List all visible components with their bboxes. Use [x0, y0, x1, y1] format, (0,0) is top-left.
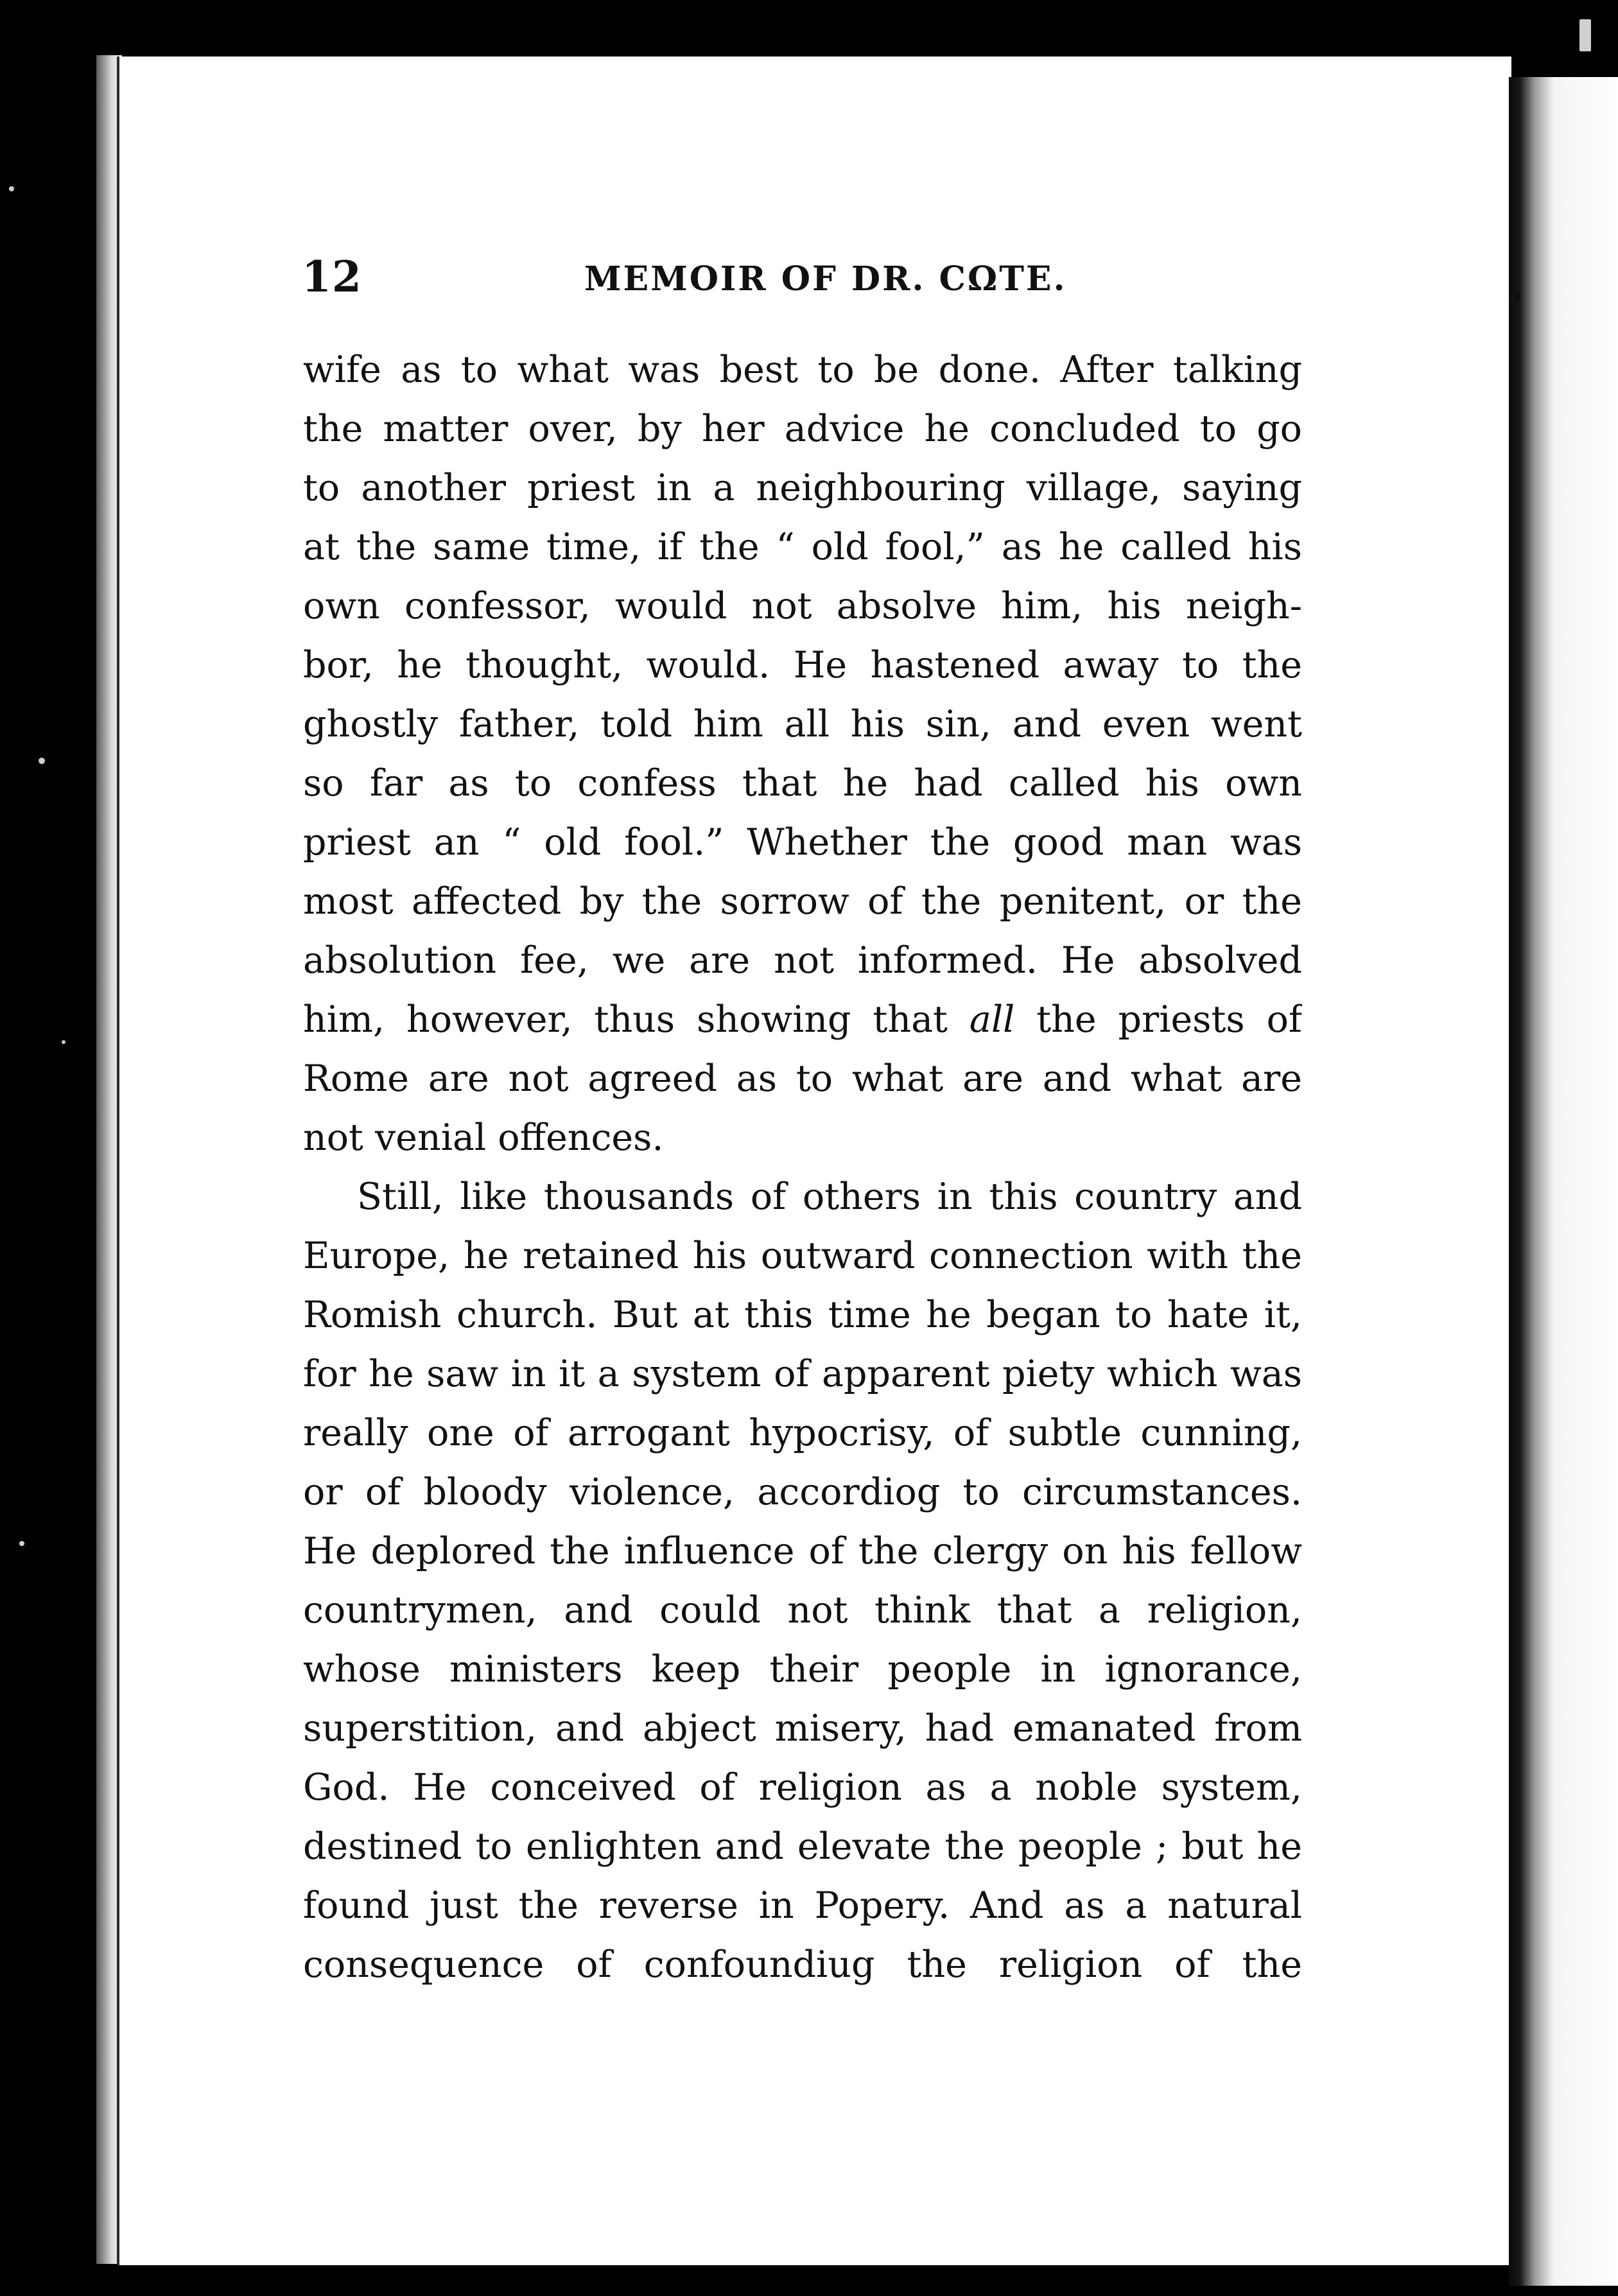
text-line: own confessor, would not absolve him, his neigh- — [303, 585, 1302, 627]
text-line: at the same time, if the “ old fool,” as he called his — [303, 526, 1302, 568]
text-line-with-italic — [303, 990, 1302, 1049]
scan-mark — [1510, 289, 1520, 304]
scan-speck — [1579, 19, 1591, 51]
text-line: found just the reverse in Popery. And as a natural — [303, 1884, 1302, 1927]
page-number: 12 — [302, 252, 362, 302]
text-line: the matter over, by her advice he concluded to go — [303, 408, 1302, 450]
text-line: ghostly father, told him all his sin, and even went — [303, 703, 1302, 745]
text-line: Romish church. But at this time he began to hate it, — [303, 1294, 1302, 1336]
body-text — [303, 340, 1302, 1994]
text-line: Rome are not agreed as to what are and what are — [303, 1057, 1302, 1100]
text-line: absolution fee, we are not informed. He absolved — [303, 939, 1302, 982]
text-line: for he saw in it a system of apparent piety which was — [303, 1353, 1302, 1395]
text-line: countrymen, and could not think that a religion, — [303, 1589, 1302, 1631]
text-line: He deplored the influence of the clergy on his fellow — [303, 1530, 1302, 1572]
text-line: to another priest in a neighbouring village, saying — [303, 467, 1302, 509]
text-line: priest an “ old fool.” Whether the good man was — [303, 821, 1302, 864]
page-header — [302, 252, 1303, 309]
text-line: destined to enlighten and elevate the people ; but he — [303, 1825, 1302, 1868]
text-line: or of bloody violence, accordiog to circumstances. — [303, 1471, 1302, 1513]
text-line: most affected by the sorrow of the penitent, or the — [303, 880, 1302, 923]
text-line: God. He conceived of religion as a noble system, — [303, 1766, 1302, 1809]
scan-speck — [19, 1541, 24, 1546]
text-line: wife as to what was best to be done. After talking — [303, 349, 1302, 391]
scan-speck — [39, 758, 45, 764]
italic-word: all — [969, 998, 1015, 1041]
text-segment: him, however, thus showing that — [303, 998, 948, 1041]
text-line: whose ministers keep their people in ignorance, — [303, 1648, 1302, 1691]
running-title: MEMOIR OF DR. CΩTE. — [584, 259, 1067, 299]
text-line: really one of arrogant hypocrisy, of subtle cunning, — [303, 1412, 1302, 1454]
text-line: so far as to confess that he had called his own — [303, 762, 1302, 804]
scan-speck — [9, 186, 14, 191]
facing-page-edge — [1509, 77, 1618, 2286]
text-line: superstition, and abject misery, had emanated from — [303, 1707, 1302, 1750]
scan-mark — [1513, 1663, 1517, 1681]
text-segment: the priests of — [1036, 998, 1302, 1041]
text-line: bor, he thought, would. He hastened away to the — [303, 644, 1302, 686]
text-line: consequence of confoundiug the religion of the — [303, 1944, 1302, 1986]
text-line: Europe, he retained his outward connection with the — [303, 1235, 1302, 1277]
text-line: not venial offences. — [303, 1117, 664, 1159]
scan-speck — [62, 1040, 65, 1044]
text-line: Still, like thousands of others in this country and — [357, 1176, 1302, 1218]
